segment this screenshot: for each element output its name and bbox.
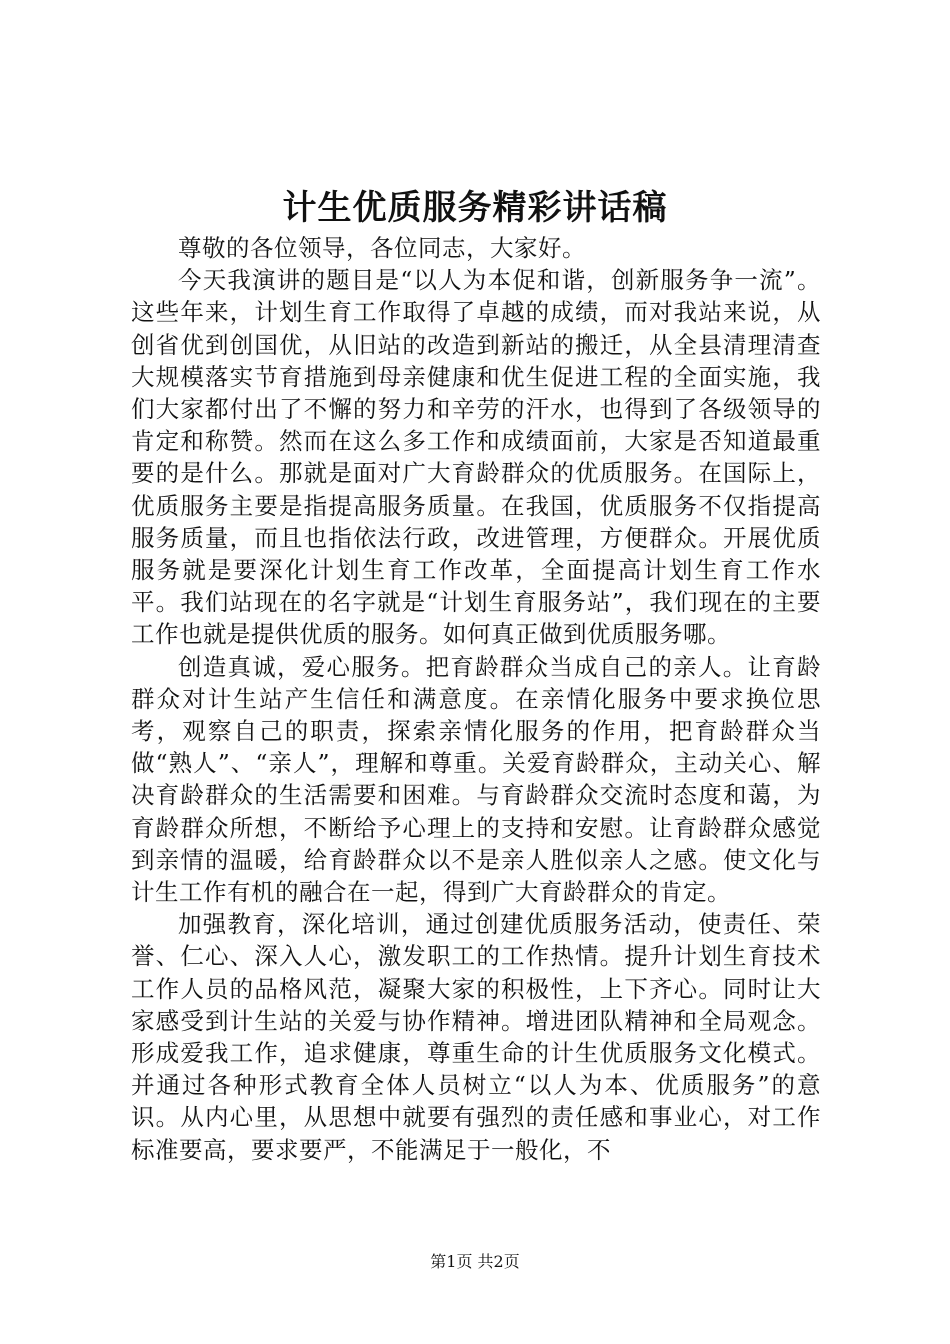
paragraph-topic: 今天我演讲的题目是“以人为本促和谐，创新服务争一流”。这些年来，计划生育工作取得了卓越的成绩，而对我站来说，从创省优到创国优，从旧站的改造到新站的搬迁，从全县清理清查大规模落实节育措施到母亲健康和优生促进工程的全面实施，我们大家都付出了不懈的努力和辛劳的汗水，也得到了各级领导的肯定和称赞。然而在这么多工作和成绩面前，大家是否知道最重要的是什么。那就是面对广大育龄群众的优质服务。在国际上，优质服务主要是指提高服务质量。在我国，优质服务不仅指提高服务质量，而且也指依法行政，改进管理，方便群众。开展优质服务就是要深化计划生育工作改革，全面提高计划生育工作水平。我们站现在的名字就是“计划生育服务站”，我们现在的主要工作也就是提供优质的服务。如何真正做到优质服务哪。 <box>131 266 821 649</box>
document-title: 计生优质服务精彩讲话稿 <box>282 188 668 228</box>
paragraph-greeting: 尊敬的各位领导，各位同志，大家好。 <box>178 234 586 262</box>
paragraph-education-training: 加强教育，深化培训，通过创建优质服务活动，使责任、荣誉、仁心、深入人心，激发职工的工作热情。提升计划生育技术工作人员的品格风范，凝聚大家的积极性，上下齐心。同时让大家感受到计生站的关爱与协作精神。增进团队精神和全局观念。形成爱我工作，追求健康，尊重生命的计生优质服务文化模式。并通过各种形式教育全体人员树立“以人为本、优质服务”的意识。从内心里，从思想中就要有强烈的责任感和事业心，对工作标准要高，要求要严，不能满足于一般化，不 <box>131 910 821 1164</box>
page-number-footer: 第1页 共2页 <box>430 1252 520 1271</box>
paragraph-sincere-service: 创造真诚，爱心服务。把育龄群众当成自己的亲人。让育龄群众对计生站产生信任和满意度。在亲情化服务中要求换位思考，观察自己的职责，探索亲情化服务的作用，把育龄群众当做“熟人”、“亲人”，理解和尊重。关爱育龄群众，主动关心、解决育龄群众的生活需要和困难。与育龄群众交流时态度和蔼，为育龄群众所想，不断给予心理上的支持和安慰。让育龄群众感觉到亲情的温暖，给育龄群众以不是亲人胜似亲人之感。使文化与计生工作有机的融合在一起，得到广大育龄群众的肯定。 <box>131 652 821 907</box>
document-body <box>131 232 821 1166</box>
